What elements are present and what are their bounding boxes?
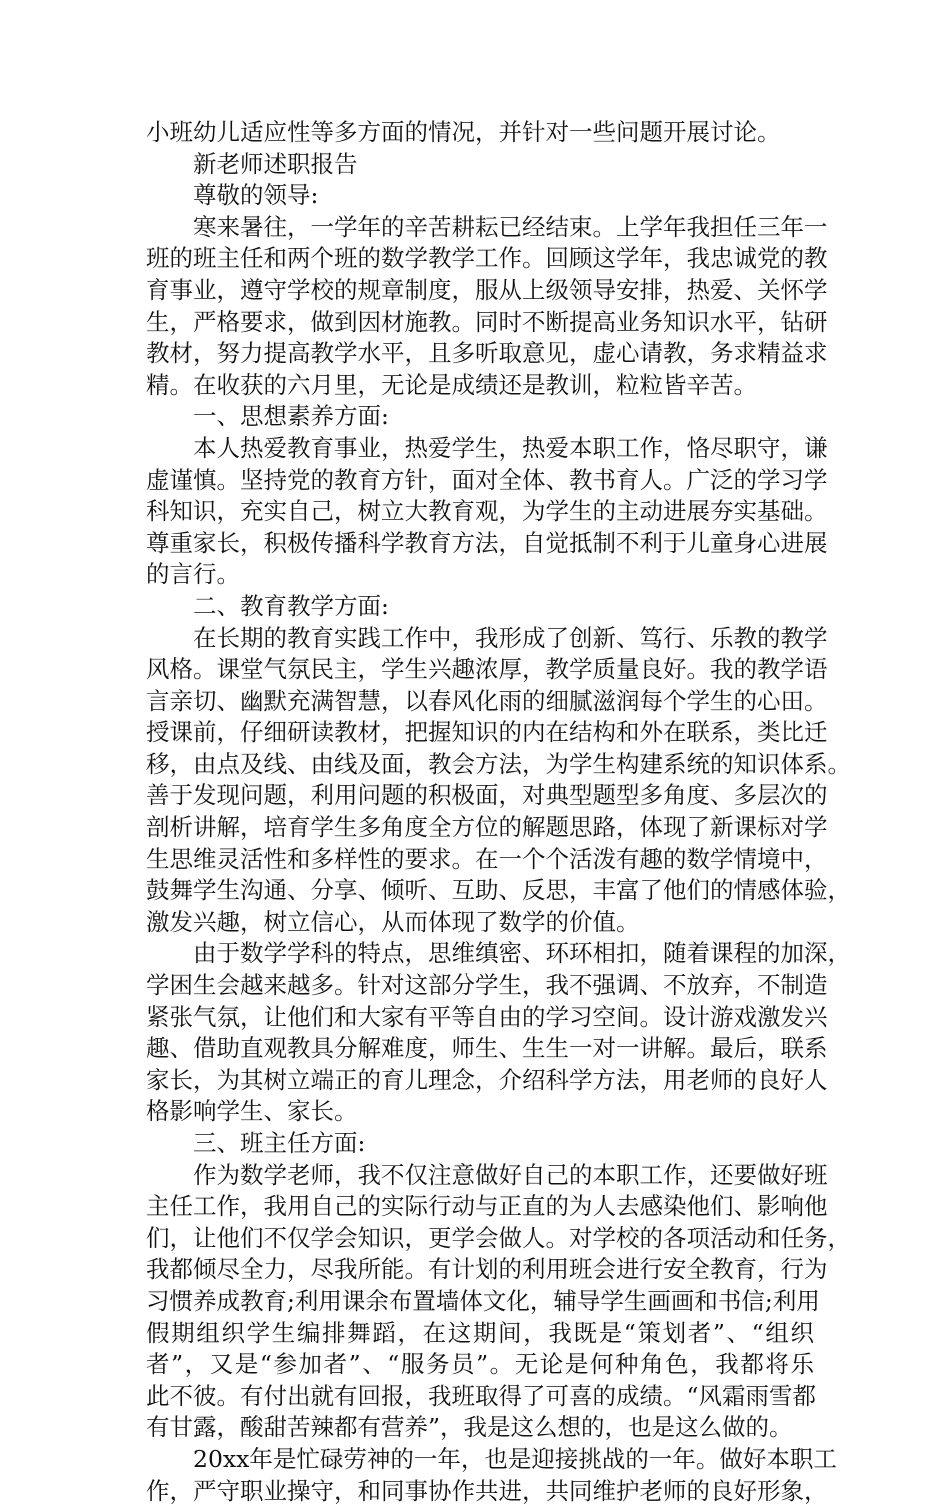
paragraph-line: 主任工作，我用自己的实际行动与正直的为人去感染他们、影响他: [146, 1192, 828, 1221]
paragraph-line: 风格。课堂气氛民主，学生兴趣浓厚，教学质量良好。我的教学语: [146, 655, 828, 684]
section-heading: 二、教育教学方面:: [193, 591, 389, 620]
paragraph-line: 育事业，遵守学校的规章制度，服从上级领导安排，热爱、关怀学: [146, 275, 828, 304]
paragraph-line: 们，让他们不仅学会知识，更学会做人。对学校的各项活动和任务，: [146, 1223, 851, 1252]
salutation: 尊敬的领导:: [193, 181, 319, 210]
paragraph-line: 作，严守职业操守，和同事协作共进，共同维护老师的良好形象，: [146, 1476, 828, 1505]
paragraph-line: 假期组织学生编排舞蹈，在这期间，我既是“策划者”、“组织: [146, 1318, 814, 1347]
paragraph-line: 的言行。: [146, 560, 240, 589]
paragraph-line: 者”，又是“参加者”、“服务员”。无论是何种角色，我都将乐: [146, 1350, 814, 1379]
paragraph-line: 由于数学学科的特点，思维缜密、环环相扣，随着课程的加深，: [193, 939, 851, 968]
paragraph-line: 格影响学生、家长。: [146, 1097, 358, 1126]
paragraph-line: 授课前，仔细研读教材，把握知识的内在结构和外在联系，类比迁: [146, 718, 828, 747]
paragraph-line: 紧张气氛，让他们和大家有平等自由的学习空间。设计游戏激发兴: [146, 1002, 828, 1031]
paragraph-line: 小班幼儿适应性等多方面的情况，并针对一些问题开展讨论。: [146, 118, 781, 146]
paragraph-line: 班的班主任和两个班的数学教学工作。回顾这学年，我忠诚党的教: [146, 244, 828, 273]
paragraph-line: 科知识，充实自己，树立大教育观，为学生的主动进展夯实基础。: [146, 497, 828, 526]
paragraph-line: 在长期的教育实践工作中，我形成了创新、笃行、乐教的教学: [193, 623, 828, 652]
paragraph-line: 虚谨慎。坚持党的教育方针，面对全体、教书育人。广泛的学习学: [146, 465, 828, 494]
paragraph-line: 生，严格要求，做到因材施教。同时不断提高业务知识水平，钻研: [146, 307, 828, 336]
paragraph-line: 生思维灵活性和多样性的要求。在一个个活泼有趣的数学情境中，: [146, 844, 828, 873]
paragraph-line: 习惯养成教育;利用课余布置墙体文化，辅导学生画画和书信;利用: [146, 1286, 820, 1315]
paragraph-line: 精。在收获的六月里，无论是成绩还是教训，粒粒皆辛苦。: [146, 370, 757, 399]
paragraph-line: 家长，为其树立端正的育儿理念，介绍科学方法，用老师的良好人: [146, 1065, 828, 1094]
paragraph-line: 学困生会越来越多。针对这部分学生，我不强调、不放弃，不制造: [146, 971, 828, 1000]
paragraph-line: 激发兴趣，树立信心，从而体现了数学的价值。: [146, 907, 640, 936]
paragraph-line: 言亲切、幽默充满智慧，以春风化雨的细腻滋润每个学生的心田。: [146, 686, 828, 715]
paragraph-line: 教材，努力提高教学水平，且多听取意见，虚心请教，务求精益求: [146, 339, 828, 368]
document-body: [146, 117, 851, 1507]
section-heading: 一、思想素养方面:: [193, 402, 389, 431]
paragraph-line: 本人热爱教育事业，热爱学生，热爱本职工作，恪尽职守，谦: [193, 433, 828, 462]
paragraph-line: 善于发现问题，利用问题的积极面，对典型题型多角度、多层次的: [146, 781, 828, 810]
paragraph-line: 趣、借助直观教具分解难度，师生、生生一对一讲解。最后，联系: [146, 1034, 828, 1063]
report-title: 新老师述职报告: [193, 149, 358, 178]
paragraph-line: 我都倾尽全力，尽我所能。有计划的利用班会进行安全教育，行为: [146, 1255, 828, 1284]
paragraph-line: 剖析讲解，培育学生多角度全方位的解题思路，体现了新课标对学: [146, 813, 828, 842]
paragraph-line: 此不彼。有付出就有回报，我班取得了可喜的成绩。“风霜雨雪都: [146, 1381, 817, 1410]
paragraph-line: 作为数学老师，我不仅注意做好自己的本职工作，还要做好班: [193, 1160, 828, 1189]
paragraph-line: 寒来暑往，一学年的辛苦耕耘已经结束。上学年我担任三年一: [193, 212, 828, 241]
paragraph-line: 有甘露，酸甜苦辣都有营养”，我是这么想的，也是这么做的。: [146, 1413, 793, 1442]
paragraph-line: 鼓舞学生沟通、分享、倾听、互助、反思，丰富了他们的情感体验，: [146, 876, 851, 905]
section-heading: 三、班主任方面:: [193, 1129, 366, 1157]
paragraph-line: 尊重家长，积极传播科学教育方法，自觉抵制不利于儿童身心进展: [146, 528, 828, 557]
paragraph-line: 移，由点及线、由线及面，教会方法，为学生构建系统的知识体系。: [146, 749, 851, 778]
paragraph-line: 20xx年是忙碌劳神的一年，也是迎接挑战的一年。做好本职工: [193, 1444, 837, 1473]
